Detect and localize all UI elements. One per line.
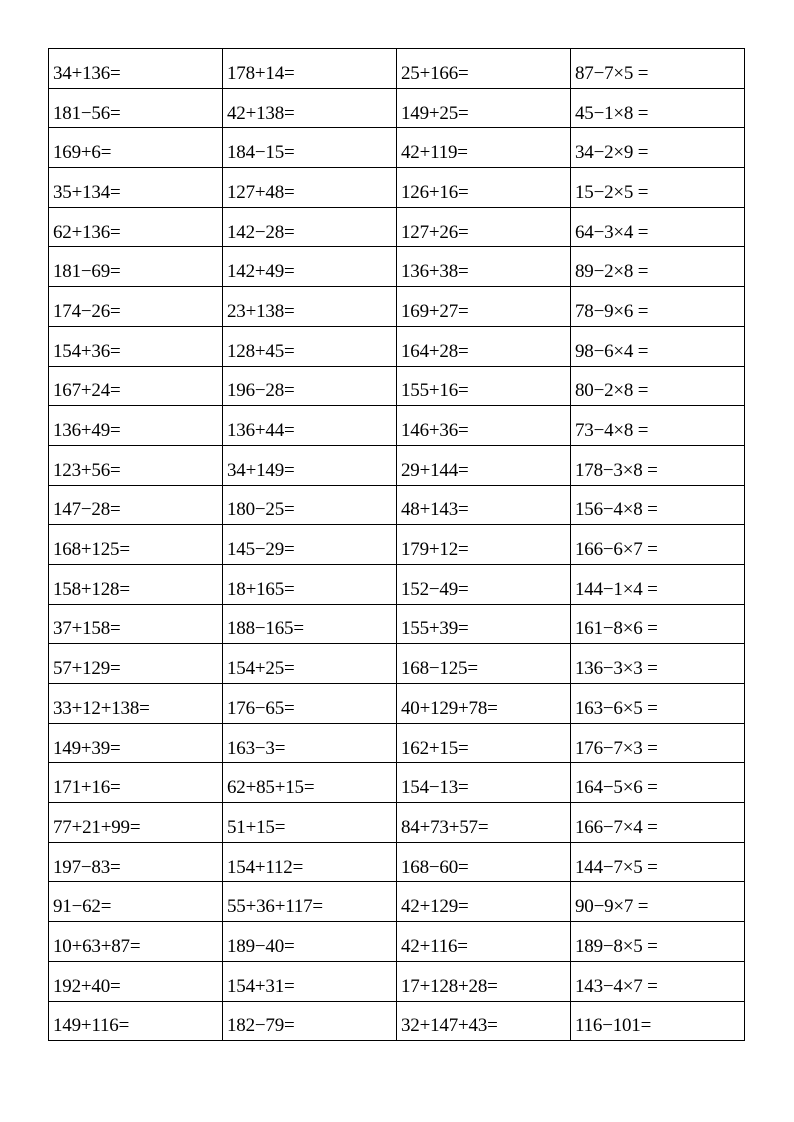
math-problem: 156−4×8 =: [575, 499, 658, 521]
problem-cell: [223, 485, 397, 525]
problem-row: [49, 842, 745, 882]
math-problem: 146+36=: [401, 420, 469, 442]
math-problem: 42+119=: [401, 142, 468, 164]
problem-row: [49, 247, 745, 287]
problem-cell: [397, 88, 571, 128]
problem-cell: [571, 961, 745, 1001]
problem-cell: [571, 842, 745, 882]
math-problem: 91−62=: [53, 896, 112, 918]
math-problem: 178−3×8 =: [575, 459, 658, 481]
math-problem: 179+12=: [401, 539, 469, 561]
problem-cell: [49, 128, 223, 168]
problem-cell: [397, 882, 571, 922]
problem-cell: [571, 763, 745, 803]
problem-cell: [223, 882, 397, 922]
math-problem: 73−4×8 =: [575, 420, 649, 442]
problem-cell: [571, 247, 745, 287]
math-problem: 57+129=: [53, 658, 121, 680]
problem-cell: [397, 961, 571, 1001]
math-problem: 178+14=: [227, 62, 295, 84]
math-problem: 34+136=: [53, 62, 121, 84]
problem-cell: [49, 842, 223, 882]
math-problem: 164+28=: [401, 340, 469, 362]
problem-cell: [49, 803, 223, 843]
math-problem: 168−60=: [401, 856, 469, 878]
math-problem: 167+24=: [53, 380, 121, 402]
problem-cell: [571, 1001, 745, 1041]
math-problem: 127+26=: [401, 221, 469, 243]
problem-cell: [571, 366, 745, 406]
math-problem: 166−6×7 =: [575, 539, 658, 561]
problem-cell: [571, 168, 745, 208]
math-problem: 40+129+78=: [401, 697, 498, 719]
math-problem: 143−4×7 =: [575, 975, 658, 997]
problem-cell: [571, 604, 745, 644]
problem-cell: [223, 604, 397, 644]
math-problem: 154+112=: [227, 856, 304, 878]
math-problem: 174−26=: [53, 300, 121, 322]
problem-cell: [397, 644, 571, 684]
problem-cell: [49, 88, 223, 128]
problem-cell: [397, 49, 571, 89]
math-problem: 149+25=: [401, 102, 469, 124]
math-problem: 176−7×3 =: [575, 737, 658, 759]
problem-cell: [397, 168, 571, 208]
math-problem: 176−65=: [227, 697, 295, 719]
math-problem: 147−28=: [53, 499, 121, 521]
problem-cell: [571, 485, 745, 525]
problem-cell: [397, 604, 571, 644]
problem-cell: [223, 684, 397, 724]
math-problem: 171+16=: [53, 777, 121, 799]
arithmetic-problem-table: [48, 48, 745, 1041]
math-problem: 126+16=: [401, 181, 469, 203]
problem-cell: [223, 922, 397, 962]
math-problem: 42+129=: [401, 896, 469, 918]
math-problem: 181−56=: [53, 102, 121, 124]
problem-cell: [49, 525, 223, 565]
math-problem: 62+85+15=: [227, 777, 315, 799]
problem-cell: [571, 445, 745, 485]
problem-cell: [49, 207, 223, 247]
math-problem: 45−1×8 =: [575, 102, 649, 124]
problem-cell: [571, 326, 745, 366]
problem-row: [49, 1001, 745, 1041]
math-problem: 25+166=: [401, 62, 469, 84]
math-problem: 42+138=: [227, 102, 295, 124]
problem-row: [49, 485, 745, 525]
problem-cell: [397, 366, 571, 406]
problem-table-body: [49, 49, 745, 1041]
math-problem: 149+116=: [53, 1015, 130, 1037]
math-problem: 142+49=: [227, 261, 295, 283]
math-problem: 162+15=: [401, 737, 469, 759]
math-problem: 136+49=: [53, 420, 121, 442]
problem-cell: [223, 842, 397, 882]
problem-cell: [49, 564, 223, 604]
math-problem: 168−125=: [401, 658, 478, 680]
problem-cell: [571, 128, 745, 168]
math-problem: 17+128+28=: [401, 975, 498, 997]
problem-cell: [571, 564, 745, 604]
problem-row: [49, 922, 745, 962]
problem-cell: [49, 287, 223, 327]
problem-cell: [223, 803, 397, 843]
problem-row: [49, 168, 745, 208]
problem-cell: [397, 406, 571, 446]
problem-cell: [397, 922, 571, 962]
math-problem: 18+165=: [227, 578, 295, 600]
problem-cell: [49, 49, 223, 89]
problem-cell: [49, 366, 223, 406]
math-problem: 87−7×5 =: [575, 62, 649, 84]
problem-cell: [223, 247, 397, 287]
math-problem: 136−3×3 =: [575, 658, 658, 680]
math-problem: 189−40=: [227, 935, 295, 957]
math-problem: 62+136=: [53, 221, 121, 243]
problem-row: [49, 207, 745, 247]
problem-cell: [223, 763, 397, 803]
math-problem: 136+44=: [227, 420, 295, 442]
problem-cell: [397, 207, 571, 247]
problem-row: [49, 604, 745, 644]
math-problem: 181−69=: [53, 261, 121, 283]
problem-cell: [397, 128, 571, 168]
problem-row: [49, 961, 745, 1001]
problem-cell: [571, 525, 745, 565]
problem-cell: [223, 207, 397, 247]
math-problem: 154+36=: [53, 340, 121, 362]
math-problem: 158+128=: [53, 578, 130, 600]
problem-cell: [49, 326, 223, 366]
math-problem: 169+27=: [401, 300, 469, 322]
math-problem: 163−3=: [227, 737, 286, 759]
math-problem: 188−165=: [227, 618, 304, 640]
math-problem: 98−6×4 =: [575, 340, 649, 362]
math-problem: 35+134=: [53, 181, 121, 203]
problem-cell: [397, 525, 571, 565]
math-problem: 48+143=: [401, 499, 469, 521]
math-problem: 127+48=: [227, 181, 295, 203]
problem-row: [49, 882, 745, 922]
math-problem: 154+25=: [227, 658, 295, 680]
problem-cell: [397, 485, 571, 525]
problem-cell: [223, 128, 397, 168]
math-problem: 196−28=: [227, 380, 295, 402]
problem-cell: [49, 644, 223, 684]
math-problem: 155+39=: [401, 618, 469, 640]
math-problem: 77+21+99=: [53, 816, 141, 838]
math-problem: 123+56=: [53, 459, 121, 481]
problem-cell: [223, 406, 397, 446]
problem-cell: [571, 882, 745, 922]
problem-cell: [223, 564, 397, 604]
math-problem: 164−5×6 =: [575, 777, 658, 799]
math-problem: 34+149=: [227, 459, 295, 481]
problem-row: [49, 128, 745, 168]
math-problem: 116−101=: [575, 1015, 652, 1037]
problem-row: [49, 406, 745, 446]
math-problem: 84+73+57=: [401, 816, 489, 838]
math-problem: 192+40=: [53, 975, 121, 997]
math-problem: 155+16=: [401, 380, 469, 402]
problem-cell: [223, 723, 397, 763]
problem-cell: [571, 49, 745, 89]
math-problem: 42+116=: [401, 935, 468, 957]
math-problem: 168+125=: [53, 539, 130, 561]
problem-cell: [397, 842, 571, 882]
problem-cell: [571, 922, 745, 962]
math-problem: 169+6=: [53, 142, 112, 164]
problem-cell: [397, 247, 571, 287]
problem-cell: [571, 644, 745, 684]
problem-cell: [571, 684, 745, 724]
problem-cell: [397, 445, 571, 485]
problem-cell: [223, 49, 397, 89]
problem-row: [49, 763, 745, 803]
problem-row: [49, 525, 745, 565]
math-problem: 144−1×4 =: [575, 578, 658, 600]
math-problem: 166−7×4 =: [575, 816, 658, 838]
problem-cell: [223, 525, 397, 565]
problem-cell: [397, 1001, 571, 1041]
problem-row: [49, 326, 745, 366]
problem-cell: [49, 445, 223, 485]
problem-cell: [49, 604, 223, 644]
math-problem: 189−8×5 =: [575, 935, 658, 957]
problem-cell: [397, 287, 571, 327]
math-problem: 51+15=: [227, 816, 286, 838]
problem-cell: [223, 1001, 397, 1041]
math-problem: 142−28=: [227, 221, 295, 243]
problem-row: [49, 723, 745, 763]
math-problem: 37+158=: [53, 618, 121, 640]
problem-cell: [49, 723, 223, 763]
math-problem: 197−83=: [53, 856, 121, 878]
problem-cell: [49, 1001, 223, 1041]
problem-cell: [223, 961, 397, 1001]
problem-cell: [223, 445, 397, 485]
math-problem: 128+45=: [227, 340, 295, 362]
problem-row: [49, 88, 745, 128]
problem-row: [49, 803, 745, 843]
problem-cell: [571, 287, 745, 327]
math-problem: 29+144=: [401, 459, 469, 481]
math-problem: 89−2×8 =: [575, 261, 649, 283]
math-problem: 80−2×8 =: [575, 380, 649, 402]
problem-cell: [397, 803, 571, 843]
math-problem: 15−2×5 =: [575, 181, 649, 203]
problem-cell: [223, 366, 397, 406]
math-problem: 64−3×4 =: [575, 221, 649, 243]
problem-cell: [223, 326, 397, 366]
math-problem: 182−79=: [227, 1015, 295, 1037]
math-problem: 136+38=: [401, 261, 469, 283]
math-problem: 149+39=: [53, 737, 121, 759]
math-problem: 184−15=: [227, 142, 295, 164]
problem-row: [49, 445, 745, 485]
math-problem: 55+36+117=: [227, 896, 323, 918]
math-problem: 154+31=: [227, 975, 295, 997]
problem-cell: [223, 644, 397, 684]
problem-cell: [49, 684, 223, 724]
math-problem: 23+138=: [227, 300, 295, 322]
problem-cell: [571, 803, 745, 843]
problem-cell: [571, 207, 745, 247]
problem-row: [49, 684, 745, 724]
math-problem: 33+12+138=: [53, 697, 150, 719]
problem-row: [49, 564, 745, 604]
problem-cell: [49, 485, 223, 525]
problem-row: [49, 49, 745, 89]
problem-cell: [49, 247, 223, 287]
math-problem: 152−49=: [401, 578, 469, 600]
problem-cell: [49, 922, 223, 962]
problem-cell: [571, 723, 745, 763]
math-problem: 161−8×6 =: [575, 618, 658, 640]
problem-cell: [397, 723, 571, 763]
problem-cell: [571, 88, 745, 128]
problem-cell: [49, 763, 223, 803]
math-problem: 90−9×7 =: [575, 896, 649, 918]
problem-cell: [571, 406, 745, 446]
math-problem: 154−13=: [401, 777, 469, 799]
problem-row: [49, 366, 745, 406]
problem-cell: [397, 326, 571, 366]
math-problem: 144−7×5 =: [575, 856, 658, 878]
problem-cell: [49, 406, 223, 446]
problem-row: [49, 644, 745, 684]
problem-cell: [397, 564, 571, 604]
problem-cell: [223, 168, 397, 208]
math-problem: 145−29=: [227, 539, 295, 561]
math-problem: 180−25=: [227, 499, 295, 521]
problem-cell: [49, 168, 223, 208]
problem-cell: [49, 882, 223, 922]
worksheet: [48, 48, 745, 1041]
problem-cell: [397, 684, 571, 724]
math-problem: 34−2×9 =: [575, 142, 649, 164]
math-problem: 10+63+87=: [53, 935, 141, 957]
problem-cell: [49, 961, 223, 1001]
problem-cell: [223, 88, 397, 128]
problem-row: [49, 287, 745, 327]
math-problem: 32+147+43=: [401, 1015, 498, 1037]
math-problem: 163−6×5 =: [575, 697, 658, 719]
problem-cell: [397, 763, 571, 803]
math-problem: 78−9×6 =: [575, 300, 649, 322]
problem-cell: [223, 287, 397, 327]
